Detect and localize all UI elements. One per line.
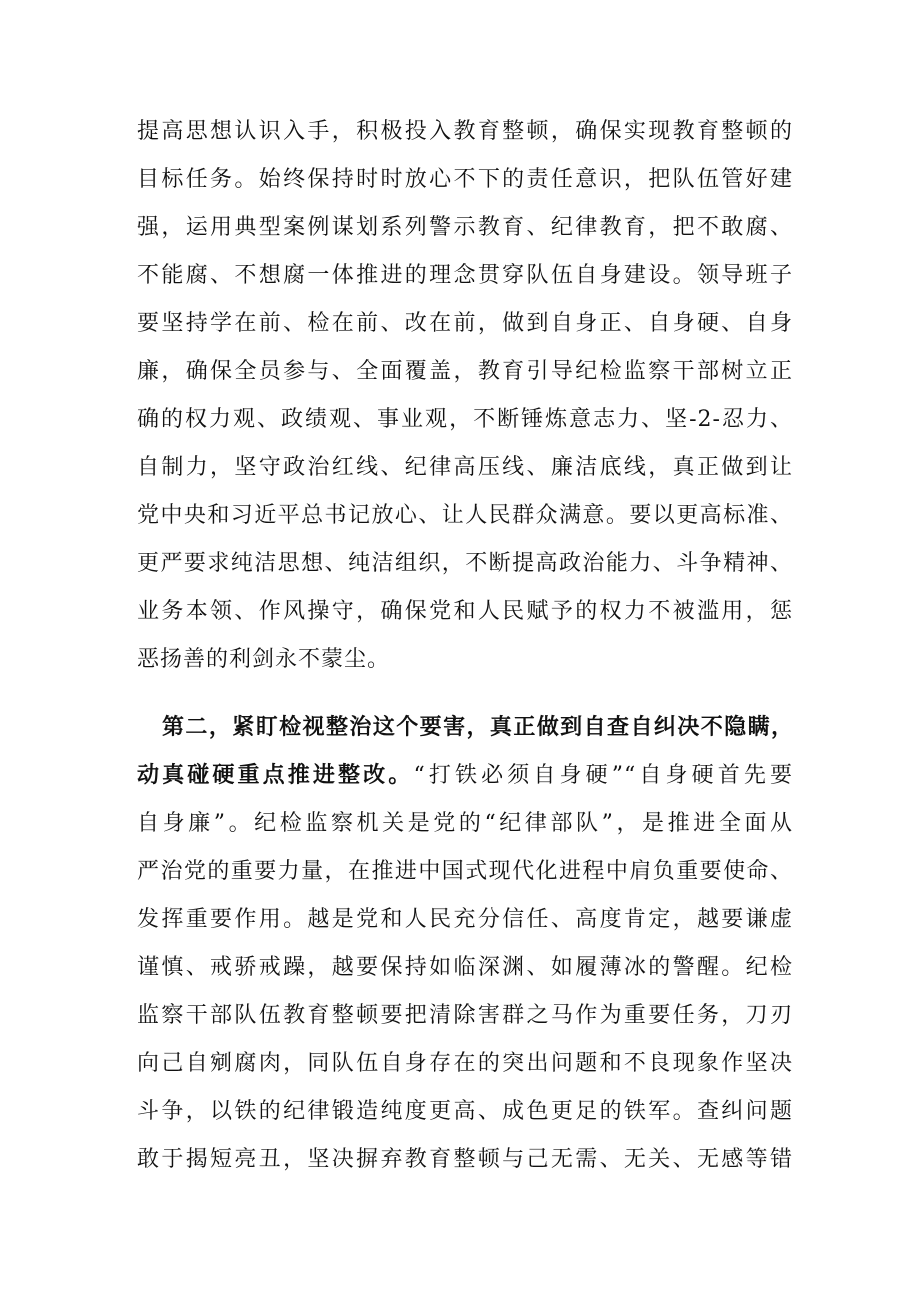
text-line: 党中央和习近平总书记放心、让人民群众满意。要以更高标准、	[137, 503, 793, 528]
text-line: 恶扬善的利剑永不蒙尘。	[137, 647, 391, 672]
text-line: 谨慎、戒骄戒躁，越要保持如临深渊、如履薄冰的警醒。纪检	[137, 955, 793, 980]
text-line: 确的权力观、政绩观、事业观，不断锤炼意志力、坚-2-忍力、	[137, 407, 793, 432]
text-line	[137, 752, 793, 800]
quote-text: “打铁必须自身硬”“自身硬首先要	[413, 763, 793, 788]
text-line: 发挥重要作用。越是党和人民充分信任、高度肯定，越要谦虚	[137, 907, 793, 932]
text-line: 监察干部队伍教育整顿要把清除害群之马作为重要任务，刀刃	[137, 1003, 793, 1028]
text-line: 业务本领、作风操守，确保党和人民赋予的权力不被滥用，惩	[137, 599, 793, 624]
text-line: 更严要求纯洁思想、纯洁组织，不断提高政治能力、斗争精神、	[137, 551, 793, 576]
text-line: 提高思想认识入手，积极投入教育整顿，确保实现教育整顿的	[137, 119, 793, 144]
document-page	[137, 108, 793, 1184]
section-heading-end: 动真碰硬重点推进整改。	[137, 763, 414, 788]
text-line: 要坚持学在前、检在前、改在前，做到自身正、自身硬、自身	[137, 311, 793, 336]
text-line: 自身廉”。纪检监察机关是党的“纪律部队”，是推进全面从	[137, 811, 793, 836]
text-line: 严治党的重要力量，在推进中国式现代化进程中肩负重要使命、	[137, 859, 793, 884]
paragraph-2	[137, 704, 793, 1184]
text-line: 强，运用典型案例谋划系列警示教育、纪律教育，把不敢腐、	[137, 215, 793, 240]
text-line: 自制力，坚守政治红线、纪律高压线、廉洁底线，真正做到让	[137, 455, 793, 480]
text-line: 斗争，以铁的纪律锻造纯度更高、成色更足的铁军。查纠问题	[137, 1099, 793, 1124]
text-line: 向己自剜腐肉，同队伍自身存在的突出问题和不良现象作坚决	[137, 1051, 793, 1076]
text-line: 不能腐、不想腐一体推进的理念贯穿队伍自身建设。领导班子	[137, 263, 793, 288]
text-line: 敢于揭短亮丑，坚决摒弃教育整顿与己无需、无关、无感等错	[137, 1147, 793, 1172]
text-line: 目标任务。始终保持时时放心不下的责任意识，把队伍管好建	[137, 167, 793, 192]
text-line: 廉，确保全员参与、全面覆盖，教育引导纪检监察干部树立正	[137, 359, 793, 384]
paragraph-1	[137, 108, 793, 684]
section-heading-line: 第二，紧盯检视整治这个要害，真正做到自查自纠决不隐瞒，	[162, 715, 793, 740]
